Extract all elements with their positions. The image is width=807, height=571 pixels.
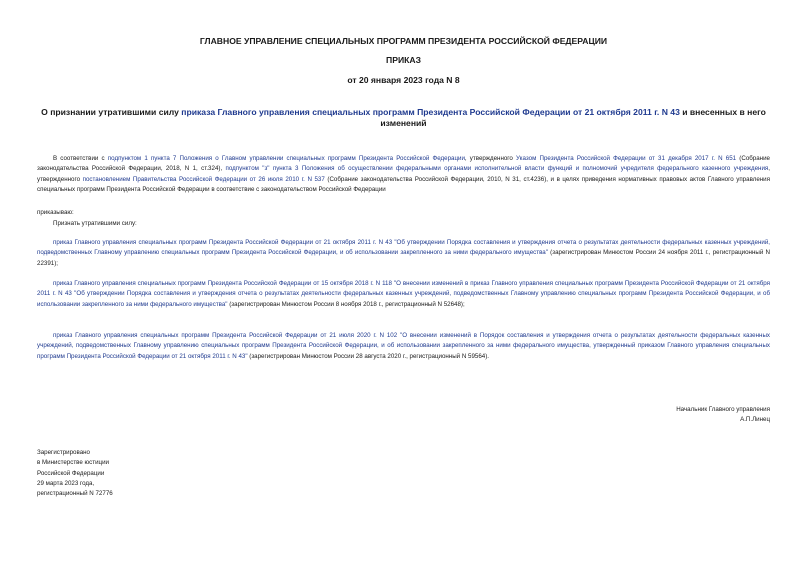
item-text: (зарегистрирован Минюстом России 28 августа 2020 г., регистрационный N 59564).	[247, 352, 490, 360]
doc-date-number: от 20 января 2023 года N 8	[347, 75, 460, 85]
preamble-link[interactable]: Указом Президента Российской Федерации от 31 декабря 2017 г. N 651	[516, 155, 737, 162]
signature-block	[676, 405, 770, 426]
order-word: приказываю:	[37, 209, 74, 216]
registration-line: в Министерстве юстиции	[37, 459, 110, 467]
signer-name: А.П.Линец	[740, 416, 770, 424]
doc-type: ПРИКАЗ	[386, 55, 421, 65]
title-suffix: и внесенных в него изменений	[380, 107, 766, 128]
registration-line: Российской Федерации	[37, 469, 105, 477]
preamble-text: (Собрание законодательства Российской Федерации, 2010, N 31, ст.4236), и в целях приведения нормативных правовых актов Главного управления специальных программ Президента Российской Федерации в соответствие с законодательством Российской Федерации	[37, 175, 770, 193]
preamble-paragraph	[37, 154, 770, 195]
title-link[interactable]: приказа Главного управления специальных программ Президента Российской Федерации от 21 октября 2011 г. N 43	[181, 107, 680, 117]
list-item	[37, 331, 770, 362]
signer-position: Начальник Главного управления	[676, 406, 770, 413]
title-prefix: О признании утратившими силу	[41, 107, 182, 117]
list-item	[37, 238, 770, 269]
preamble-text: (Собрание законодательства Российской Федерации, 2018, N 1, ст.324),	[37, 155, 770, 173]
item-text: (зарегистрирован Минюстом России 24 ноября 2011 г., регистрационный N 22391);	[37, 249, 770, 267]
preamble-text: В соответствии с	[53, 155, 108, 162]
list-item	[37, 279, 770, 310]
recognize-line: Признать утратившими силу:	[53, 220, 137, 227]
preamble-link[interactable]: постановлением Правительства Российской Федерации от 26 июля 2010 г. N 537	[82, 175, 325, 183]
item-link[interactable]: приказ Главного управления специальных программ Президента Российской Федерации от 21 октября 2011 г. N 43 "Об утверждении Порядка составления и утверждения отчета о результатах деятельности федеральных казенных учреждений, подведомственных Главному управлению специальных программ Президента Российской Федерации, и об использовании закрепленного за ними федерального имущества"	[37, 239, 770, 257]
registration-line: регистрационный N 72776	[37, 490, 113, 498]
item-link[interactable]: приказ Главного управления специальных программ Президента Российской Федерации от 21 июля 2020 г. N 102 "О внесении изменений в Порядок составления и утверждения отчета о результатах деятельности федеральных казенных учреждений, подведомственных Главному управлению специальных программ Президента Российской Федерации, и об использовании закрепленного за ними федерального имущества, утвержденный приказом Главного управления специальных программ Президента Российской Федерации от 21 октября 2011 г. N 43"	[37, 332, 770, 360]
preamble-text: , утвержденного	[464, 155, 517, 162]
registration-line: 29 марта 2023 года,	[37, 479, 95, 487]
preamble-text: , утвержденного	[37, 165, 770, 183]
agency-heading: ГЛАВНОЕ УПРАВЛЕНИЕ СПЕЦИАЛЬНЫХ ПРОГРАММ ПРЕЗИДЕНТА РОССИЙСКОЙ ФЕДЕРАЦИИ	[199, 36, 608, 46]
preamble-link[interactable]: подпунктом 1 пункта 7 Положения о Главном управлении специальных программ Президента Российской Федерации	[107, 155, 465, 162]
registration-block	[37, 448, 113, 499]
registration-line: Зарегистрировано	[37, 449, 90, 456]
item-text: (зарегистрирован Минюстом России 8 ноября 2018 г., регистрационный N 52648);	[227, 300, 465, 308]
document-title	[40, 107, 767, 129]
item-link[interactable]: приказ Главного управления специальных программ Президента Российской Федерации от 15 октября 2018 г. N 118 "О внесении изменений в приказ Главного управления специальных программ Президента Российской Федерации от 21 октября 2011 г. N 43 "Об утверждении Порядка составления и утверждения отчета о результатах деятельности федеральных казенных учреждений, подведомственных Главному управлению специальных программ Президента Российской Федерации, и об использовании закрепленного за ними федерального имущества"	[37, 280, 770, 308]
preamble-link[interactable]: подпунктом "з" пункта 3 Положения об осуществлении федеральными органами исполнительной власти функций и полномочий учредителя федерального казенного учреждения	[225, 165, 769, 173]
